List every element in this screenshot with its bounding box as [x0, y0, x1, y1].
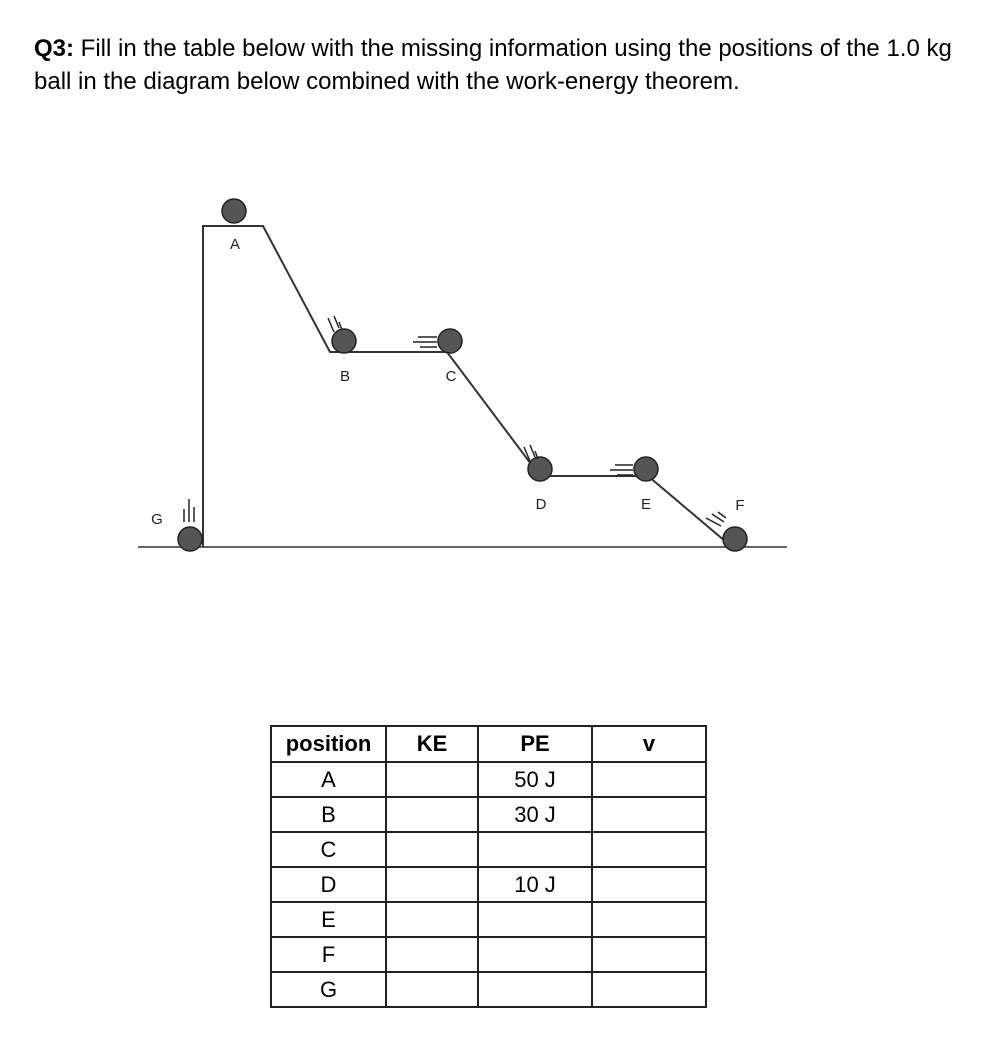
cell-pe[interactable]	[478, 902, 592, 937]
ball-d	[528, 457, 552, 481]
ball-a	[222, 199, 246, 223]
table-row	[271, 937, 706, 972]
cell-pe[interactable]	[478, 972, 592, 1007]
label-a: A	[229, 236, 241, 253]
question-body: Fill in the table below with the missing information using the positions of the 1.0 kg ball in the diagram below combined with the work-energy theorem.	[34, 35, 952, 95]
cell-ke[interactable]	[386, 832, 478, 867]
cell-v[interactable]	[592, 902, 706, 937]
cell-position: G	[271, 972, 386, 1007]
header-pe: PE	[478, 726, 592, 762]
cell-v[interactable]	[592, 867, 706, 902]
cell-v[interactable]	[592, 797, 706, 832]
label-b: B	[339, 368, 351, 385]
label-e: E	[640, 496, 652, 513]
cell-ke[interactable]	[386, 762, 478, 797]
cell-position: B	[271, 797, 386, 832]
cell-position: D	[271, 867, 386, 902]
table-row	[271, 902, 706, 937]
cell-position: E	[271, 902, 386, 937]
cell-v[interactable]	[592, 937, 706, 972]
cell-v[interactable]	[592, 972, 706, 1007]
cell-v[interactable]	[592, 762, 706, 797]
table-row	[271, 832, 706, 867]
table-row	[271, 797, 706, 832]
cell-pe: 50 J	[478, 762, 592, 797]
table-header-row	[271, 726, 706, 762]
label-g: G	[151, 511, 163, 528]
track-outline	[203, 226, 732, 547]
header-position: position	[271, 726, 386, 762]
header-v: v	[592, 726, 706, 762]
cell-pe[interactable]	[478, 832, 592, 867]
cell-ke[interactable]	[386, 867, 478, 902]
ball-c	[438, 329, 462, 353]
ball-b	[332, 329, 356, 353]
answer-table	[270, 725, 707, 1008]
ball-e	[634, 457, 658, 481]
cell-position: A	[271, 762, 386, 797]
cell-position: C	[271, 832, 386, 867]
table-row	[271, 972, 706, 1007]
question-label: Q3:	[34, 35, 75, 62]
table-row	[271, 867, 706, 902]
label-c: C	[445, 368, 457, 385]
table-row	[271, 762, 706, 797]
cell-pe: 10 J	[478, 867, 592, 902]
cell-pe: 30 J	[478, 797, 592, 832]
ball-f	[723, 527, 747, 551]
cell-ke[interactable]	[386, 902, 478, 937]
label-f: F	[735, 497, 745, 514]
cell-pe[interactable]	[478, 937, 592, 972]
ball-g	[178, 527, 202, 551]
cell-ke[interactable]	[386, 797, 478, 832]
cell-v[interactable]	[592, 832, 706, 867]
cell-ke[interactable]	[386, 937, 478, 972]
cell-ke[interactable]	[386, 972, 478, 1007]
label-d: D	[535, 496, 547, 513]
header-ke: KE	[386, 726, 478, 762]
cell-position: F	[271, 937, 386, 972]
